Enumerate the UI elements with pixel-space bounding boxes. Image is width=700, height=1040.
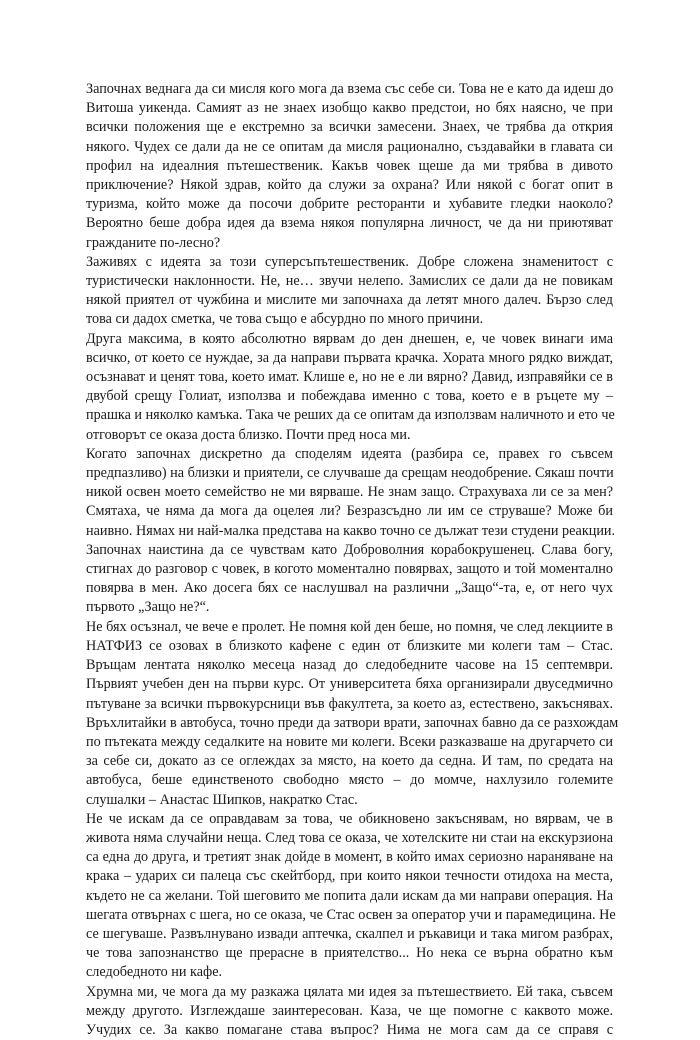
text-line: Първият учебен ден на първи курс. От университета бяха организирали двуседмично (86, 676, 613, 693)
text-line: Учудих се. За какво помагане става въпрос? Нима не мога сам да се справя с (86, 1021, 613, 1038)
paragraph (86, 445, 616, 618)
text-line: Започнах веднага да си мисля кого мога да взема със себе си. Това не е като да идеш до (86, 81, 614, 97)
body-text (86, 80, 619, 1040)
paragraph (86, 253, 613, 330)
text-line: шегата отвърнах с шега, но се оказа, че Стас освен за оператор учи и парамедицина. Не (86, 906, 616, 923)
text-line: следобедното ни кафе. (86, 964, 223, 981)
text-line: Вероятно беше добра идея да взема някоя популярна личност, че да ни приютяват (86, 215, 613, 232)
text-line: прашка и няколко камъка. Така че реших да се опитам да използвам наличното и ето че (86, 407, 615, 424)
text-line: профил на идеалния пътешественик. Какъв човек щеше да ми трябва в дивото (86, 157, 613, 174)
text-line: първото „Защо не?“. (86, 599, 210, 616)
text-line: по пътеката между седалките на новите ми колеги. Всеки разказваше на другарчето си (86, 733, 613, 750)
text-line: автобуса, беше единственото свободно място – до момче, нахлузило големите (86, 772, 613, 789)
text-line: някой приятел от чужбина и мислите ми започнаха да летят много далеч. Бързо след (86, 292, 613, 309)
paragraph (86, 80, 613, 253)
text-line: Заживях с идеята за този суперсъпътешественик. Добре сложена знаменитост с (86, 253, 613, 270)
text-line: двубой срещу Голиат, използва и побеждава именно с това, което е в ръцете му – (86, 388, 613, 405)
text-line: гражданите по-лесно? (86, 234, 221, 251)
text-line: наивно. Нямах ни най-малка представа на какво точно се дължат тези студени реакции. (86, 522, 616, 539)
text-line: всички положения ще е екстремно за всички замесени. Знаех, че трябва да открия (86, 119, 613, 136)
text-line: пътуване за всички първокурсници във факултета, за което аз, естествено, закъснявах. (86, 695, 613, 712)
text-line: Връхлитайки в автобуса, точно преди да затвори врати, започнах бавно да се разхождам (86, 714, 619, 731)
text-line: се шегуваше. Развълнувано извади аптечка, скалпел и ръкавици и така мигом разбрах, (86, 925, 613, 942)
text-line: туристически наклонности. Не, не… звучи нелепо. Замислих се дали да не повикам (86, 273, 613, 290)
text-line: че това запознанство ще прерасне в приятелство... Но нека се върна обратно към (86, 945, 613, 962)
paragraph (86, 618, 619, 810)
text-line: осъзнават и ценят това, което имат. Клише е, но не е ли вярно? Давид, изправяйки се в (86, 369, 613, 386)
text-line: Не че искам да се оправдавам за това, че обикновено закъснявам, но вярвам, че в (86, 810, 613, 827)
text-line: слушалки – Анастас Шипков, накратко Стас. (86, 791, 358, 808)
text-line: Не бях осъзнал, че вече е пролет. Не помня кой ден беше, но помня, че след лекциите в (86, 618, 613, 635)
text-line: НАТФИЗ се озовах в близкото кафене с един от близките ми колеги там – Стас. (86, 637, 613, 654)
paragraph (86, 330, 613, 445)
text-line: където не са желани. Той шеговито ме попита дали искам да ми направи операция. На (86, 887, 613, 904)
text-line: за себе си, докато аз се оглеждах за място, на което да седна. И там, по средата на (86, 753, 613, 770)
text-line: всичко, от което се нуждае, за да направи първата крачка. Хората много рядко виждат, (86, 349, 613, 366)
text-line: това си дадох сметка, че това също е абсурдно по много причини. (86, 311, 484, 328)
text-line: Връщам лентата няколко месеца назад до следобедните часове на 15 септември. (86, 657, 613, 674)
text-line: отговорът се оказа доста близко. Почти пред носа ми. (86, 426, 411, 443)
text-line: между другото. Изглеждаше заинтересован. Каза, че ще помогне с каквото може. (86, 1002, 613, 1019)
text-line: Когато започнах дискретно да споделям идеята (разбира се, правех го съвсем (86, 445, 613, 462)
text-line: Хрумна ми, че мога да му разкажа цялата ми идея за пътешествието. Ей така, съвсем (86, 983, 613, 1000)
text-line: са една до друга, и третият знак дойде в момент, в който имах сериозно нараняване на (86, 849, 613, 866)
text-line: стигнах до разговор с човек, в когото моментално повярвах, защото и той моментално (86, 561, 613, 578)
text-line: някого. Чудех се дали да не се опитам да мисля рационално, създавайки в главата си (86, 138, 613, 155)
text-line: крака – ударих си палеца със скейтборд, при които някои течности отидоха на места, (86, 868, 613, 885)
text-line: Друга максима, в която абсолютно вярвам до ден днешен, е, че човек винаги има (86, 330, 613, 347)
text-line: Смятаха, че няма да мога да оцелея ли? Безразсъдно ли им се струваше? Може би (86, 503, 613, 520)
text-line: Започнах наистина да се чувствам като Доброволния корабокрушенец. Слава богу, (86, 541, 613, 558)
text-line: туризма, който може да посочи добрите ресторанти и хубавите гледки наоколо? (86, 196, 613, 213)
text-line: повярва в мен. Ако досега бях се наслушвал на различни „Защо“-та, е, от него чух (86, 580, 613, 597)
paragraph (86, 983, 613, 1040)
text-line: никой освен моето семейство не ми вярваше. Не знам защо. Страхуваха ли се за мен? (86, 484, 613, 501)
text-line: Витоша уикенда. Самият аз не знаех изобщо какво предстои, но бях наясно, че при (86, 100, 613, 117)
text-line: предпазливо) на близки и приятели, се случваше да срещам неодобрение. Сякаш почти (86, 465, 614, 482)
text-line: живота няма случайни неща. След това се оказа, че хотелските ни стаи на екскурзиона (86, 829, 613, 846)
text-line: приключение? Някой здрав, който да служи за охрана? Или някой с богат опит в (86, 177, 613, 194)
paragraph (86, 810, 616, 983)
